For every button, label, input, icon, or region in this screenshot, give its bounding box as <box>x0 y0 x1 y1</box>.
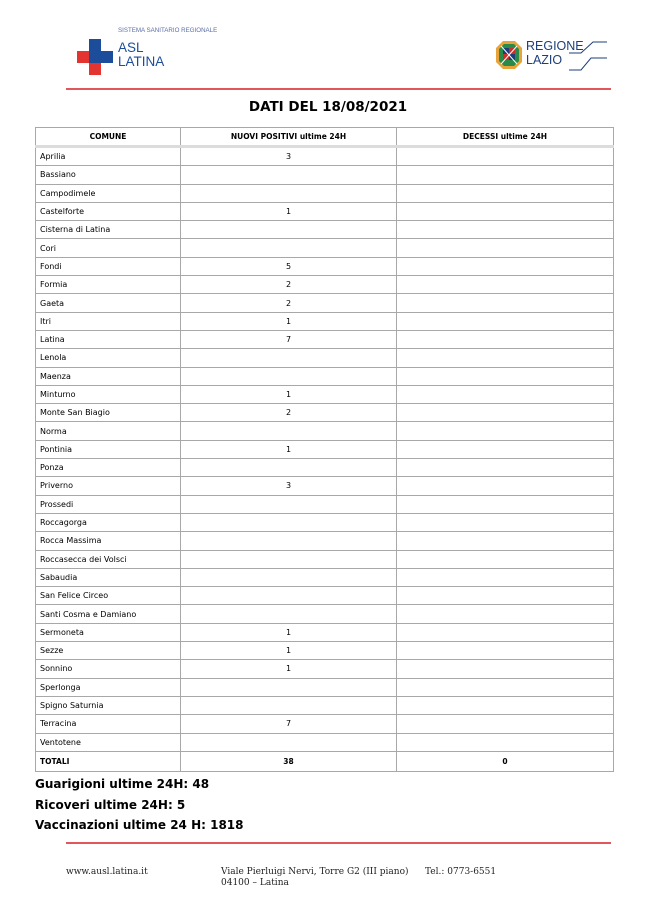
cell-positivi: 3 <box>181 477 397 495</box>
table-row <box>36 294 614 312</box>
table-row <box>36 404 614 422</box>
cell-decessi <box>397 312 614 330</box>
footer-address-line1: Viale Pierluigi Nervi, Torre G2 (III piano) <box>221 867 409 877</box>
cell-positivi: 1 <box>181 660 397 678</box>
table-row <box>36 696 614 714</box>
table-row <box>36 495 614 513</box>
column-header-decessi: DECESSI ultime 24H <box>397 128 614 147</box>
cell-decessi <box>397 605 614 623</box>
cell-decessi <box>397 330 614 348</box>
cell-comune: Ponza <box>36 459 181 477</box>
cell-positivi <box>181 532 397 550</box>
asl-name <box>118 41 164 69</box>
regione-line2: LAZIO <box>526 53 563 67</box>
cell-positivi <box>181 422 397 440</box>
table-row <box>36 349 614 367</box>
totals-label: TOTALI <box>36 751 181 771</box>
cell-positivi <box>181 239 397 257</box>
table-row <box>36 147 614 166</box>
table-row <box>36 587 614 605</box>
table-row <box>36 477 614 495</box>
cell-decessi <box>397 239 614 257</box>
table-row <box>36 202 614 220</box>
cell-positivi <box>181 605 397 623</box>
cell-decessi <box>397 440 614 458</box>
document-title: DATI DEL 18/08/2021 <box>248 99 408 115</box>
regione-line1: REGIONE <box>526 39 584 53</box>
cell-comune: Prossedi <box>36 495 181 513</box>
cell-comune: Bassiano <box>36 166 181 184</box>
cell-decessi <box>397 477 614 495</box>
cell-decessi <box>397 623 614 641</box>
cell-decessi <box>397 166 614 184</box>
table-row <box>36 532 614 550</box>
cell-decessi <box>397 404 614 422</box>
header-divider <box>66 88 611 90</box>
cell-positivi <box>181 587 397 605</box>
cell-comune: Monte San Biagio <box>36 404 181 422</box>
cell-positivi: 2 <box>181 276 397 294</box>
totals-positivi: 38 <box>181 751 397 771</box>
cell-comune: Sabaudia <box>36 568 181 586</box>
asl-tagline: SISTEMA SANITARIO REGIONALE <box>118 27 218 34</box>
cell-decessi <box>397 733 614 751</box>
summary-vaccinazioni: Vaccinazioni ultime 24 H: 1818 <box>35 818 244 832</box>
cell-positivi <box>181 513 397 531</box>
footer-divider <box>66 842 611 844</box>
cell-positivi: 3 <box>181 147 397 166</box>
cell-decessi <box>397 587 614 605</box>
cell-decessi <box>397 568 614 586</box>
table-row <box>36 221 614 239</box>
cell-decessi <box>397 696 614 714</box>
table-row <box>36 513 614 531</box>
cell-positivi: 1 <box>181 440 397 458</box>
summary-section <box>35 774 244 836</box>
cell-positivi: 1 <box>181 385 397 403</box>
cell-positivi: 2 <box>181 294 397 312</box>
cell-positivi: 1 <box>181 312 397 330</box>
cell-comune: Castelforte <box>36 202 181 220</box>
cell-comune: Maenza <box>36 367 181 385</box>
cell-decessi <box>397 422 614 440</box>
table-row <box>36 166 614 184</box>
cell-comune: Gaeta <box>36 294 181 312</box>
table-row <box>36 660 614 678</box>
cell-comune: Ventotene <box>36 733 181 751</box>
cell-comune: Aprilia <box>36 147 181 166</box>
regione-lazio-decorative-lines-icon <box>569 38 609 72</box>
cell-comune: Cisterna di Latina <box>36 221 181 239</box>
cell-decessi <box>397 550 614 568</box>
cell-positivi <box>181 184 397 202</box>
cell-comune: Spigno Saturnia <box>36 696 181 714</box>
cell-decessi <box>397 495 614 513</box>
table-row <box>36 385 614 403</box>
table-header-row <box>36 128 614 147</box>
cell-positivi: 5 <box>181 257 397 275</box>
cell-comune: Sezze <box>36 642 181 660</box>
cell-comune: Itri <box>36 312 181 330</box>
asl-name-line1: ASL <box>118 40 144 55</box>
cell-decessi <box>397 385 614 403</box>
cell-decessi <box>397 276 614 294</box>
cell-positivi: 1 <box>181 642 397 660</box>
cell-comune: Sperlonga <box>36 678 181 696</box>
cell-decessi <box>397 349 614 367</box>
regione-lazio-emblem-icon <box>495 40 523 70</box>
totals-row <box>36 751 614 771</box>
table-row <box>36 623 614 641</box>
cell-comune: Roccasecca dei Volsci <box>36 550 181 568</box>
cell-positivi <box>181 568 397 586</box>
cell-decessi <box>397 221 614 239</box>
cell-comune: San Felice Circeo <box>36 587 181 605</box>
cell-comune: Latina <box>36 330 181 348</box>
cell-decessi <box>397 459 614 477</box>
cell-decessi <box>397 147 614 166</box>
summary-ricoveri: Ricoveri ultime 24H: 5 <box>35 797 186 812</box>
cell-comune: Sermoneta <box>36 623 181 641</box>
asl-name-line2: LATINA <box>118 54 165 69</box>
cell-positivi: 7 <box>181 715 397 733</box>
table-row <box>36 422 614 440</box>
cell-positivi: 1 <box>181 202 397 220</box>
cell-positivi <box>181 495 397 513</box>
cell-positivi <box>181 678 397 696</box>
cell-decessi <box>397 257 614 275</box>
cell-positivi <box>181 349 397 367</box>
cell-comune: Norma <box>36 422 181 440</box>
footer-website: www.ausl.latina.it <box>66 867 148 877</box>
table-row <box>36 605 614 623</box>
table-row <box>36 367 614 385</box>
footer-phone: Tel.: 0773-6551 <box>425 867 497 877</box>
health-cross-icon <box>77 39 113 75</box>
cell-positivi <box>181 367 397 385</box>
summary-guarigioni: Guarigioni ultime 24H: 48 <box>35 777 210 791</box>
cell-positivi: 1 <box>181 623 397 641</box>
footer-address <box>221 867 409 889</box>
totals-decessi: 0 <box>397 751 614 771</box>
cell-decessi <box>397 513 614 531</box>
table-row <box>36 184 614 202</box>
cell-positivi: 7 <box>181 330 397 348</box>
covid-data-table <box>35 127 614 772</box>
table-row <box>36 239 614 257</box>
table-row <box>36 733 614 751</box>
table-row <box>36 330 614 348</box>
cell-positivi <box>181 550 397 568</box>
table-row <box>36 678 614 696</box>
cell-decessi <box>397 715 614 733</box>
table-body <box>36 147 614 752</box>
table-row <box>36 257 614 275</box>
cell-comune: Santi Cosma e Damiano <box>36 605 181 623</box>
cell-decessi <box>397 660 614 678</box>
cell-comune: Formia <box>36 276 181 294</box>
table-row <box>36 550 614 568</box>
cell-comune: Pontinia <box>36 440 181 458</box>
cell-decessi <box>397 294 614 312</box>
table-row <box>36 276 614 294</box>
cell-positivi <box>181 459 397 477</box>
cell-decessi <box>397 642 614 660</box>
cell-positivi <box>181 696 397 714</box>
cell-comune: Terracina <box>36 715 181 733</box>
cell-decessi <box>397 367 614 385</box>
table-row <box>36 715 614 733</box>
table-row <box>36 459 614 477</box>
column-header-positivi: NUOVI POSITIVI ultime 24H <box>181 128 397 147</box>
cell-positivi <box>181 733 397 751</box>
footer-address-line2: 04100 – Latina <box>221 878 289 888</box>
cell-comune: Campodimele <box>36 184 181 202</box>
column-header-comune: COMUNE <box>36 128 181 147</box>
regione-lazio-logo <box>495 38 615 74</box>
table-row <box>36 312 614 330</box>
table-row <box>36 642 614 660</box>
cell-comune: Sonnino <box>36 660 181 678</box>
cell-positivi <box>181 221 397 239</box>
cell-decessi <box>397 532 614 550</box>
cell-comune: Fondi <box>36 257 181 275</box>
cell-positivi <box>181 166 397 184</box>
cell-comune: Roccagorga <box>36 513 181 531</box>
asl-latina-logo <box>77 27 237 77</box>
table-row <box>36 440 614 458</box>
cell-comune: Rocca Massima <box>36 532 181 550</box>
cell-decessi <box>397 202 614 220</box>
table-row <box>36 568 614 586</box>
cell-comune: Cori <box>36 239 181 257</box>
cell-decessi <box>397 678 614 696</box>
cell-comune: Minturno <box>36 385 181 403</box>
cell-decessi <box>397 184 614 202</box>
cell-comune: Priverno <box>36 477 181 495</box>
cell-positivi: 2 <box>181 404 397 422</box>
cell-comune: Lenola <box>36 349 181 367</box>
